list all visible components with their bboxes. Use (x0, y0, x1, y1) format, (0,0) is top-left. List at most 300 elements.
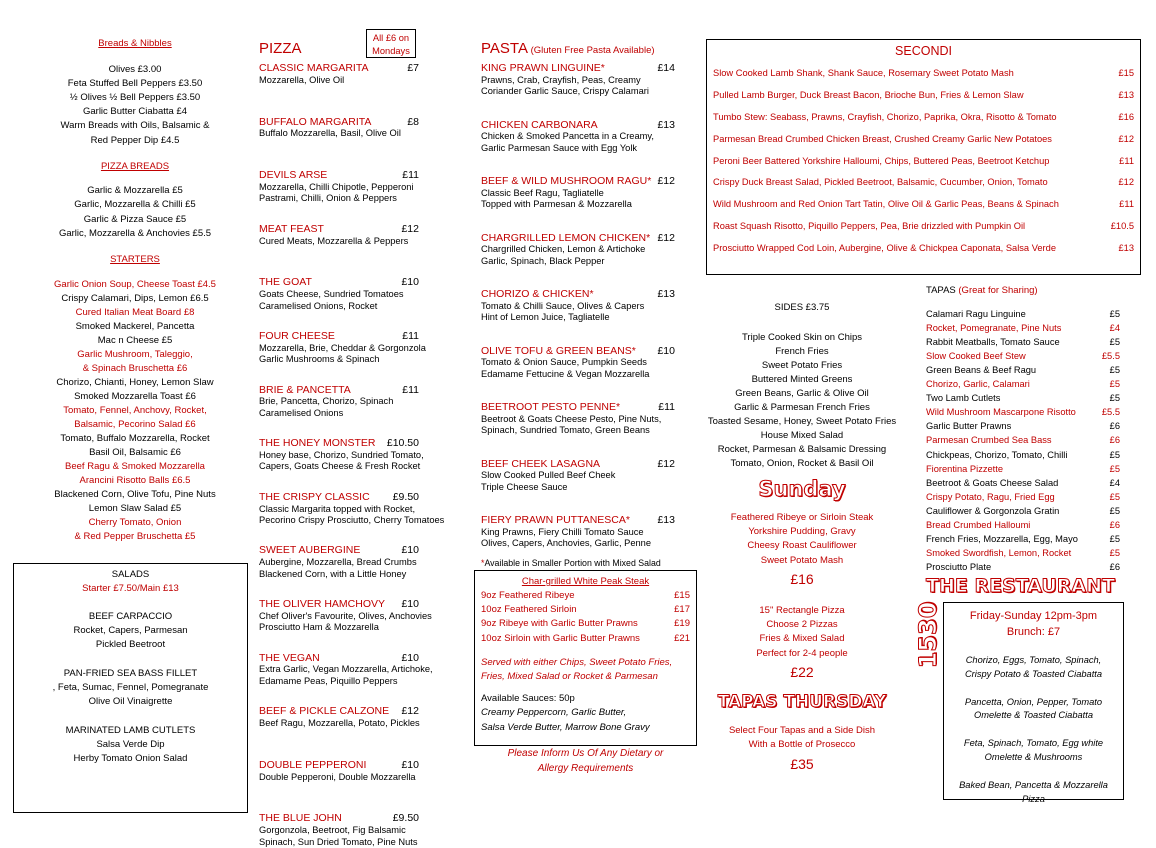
pizza-item (259, 598, 432, 633)
tapas-price: £6 (1109, 519, 1120, 530)
pasta-item-header (481, 62, 675, 75)
tapas-price: £5 (1109, 379, 1120, 390)
pizza-item (259, 276, 419, 311)
pizza-name: SWEET AUBERGINE (259, 544, 361, 557)
tapas-name: Rabbit Meatballs, Tomato Sauce (926, 336, 1060, 347)
sunday-line: Sweet Potato Mash (760, 554, 844, 566)
pizza-desc (259, 610, 432, 634)
side-item: Sweet Potato Fries (761, 359, 843, 371)
pizza-item-header (259, 598, 419, 611)
pasta-desc-line: Spinach, Sundried Tomato, Green Beans (481, 425, 650, 436)
pasta-item (481, 288, 675, 323)
pizza-name: THE GOAT (259, 276, 312, 289)
steak-price: £21 (674, 632, 690, 644)
pizza-item-header (259, 116, 419, 129)
tapas-name: Rocket, Pomegranate, Pine Nuts (926, 322, 1062, 333)
tapas-price: £5 (1109, 336, 1120, 347)
steak-item (481, 632, 690, 646)
allergy-note (474, 747, 697, 776)
pizza-desc-line: Classic Margarita topped with Rocket, (259, 503, 416, 514)
pasta-name: BEETROOT PESTO PENNE* (481, 401, 621, 413)
pizza-item-header (259, 169, 419, 182)
secondi-item (713, 90, 1134, 112)
salads-price: Starter £7.50/Main £13 (82, 583, 179, 594)
secondi-item (713, 134, 1134, 156)
tapas-item (926, 365, 1120, 379)
bread-item: Garlic Butter Ciabatta £4 (82, 106, 188, 118)
pasta-desc-line: Olives, Capers, Anchovies, Garlic, Penne (481, 538, 652, 549)
tapas-thursday-price: £35 (790, 755, 814, 772)
pizza-desc-line: Garlic Mushrooms & Spinach (259, 354, 380, 365)
pasta-item (481, 401, 675, 436)
pasta-item-header (481, 401, 675, 414)
pizza-desc-line: Spinach, Sun Dried Tomato, Pine Nuts (259, 836, 418, 847)
monday-badge (366, 29, 416, 58)
pasta-price: £10 (657, 344, 675, 357)
pizza-price: £10 (401, 758, 419, 771)
side-item: Buttered Minted Greens (751, 373, 853, 385)
starter-item: Balsamic, Pecorino Salad £6 (74, 419, 196, 431)
tapas-item (926, 379, 1120, 393)
tapas-item (926, 506, 1120, 520)
pasta-desc-line: Slow Cooked Pulled Beef Cheek (481, 470, 616, 481)
tapas-name: French Fries, Mozzarella, Egg, Mayo (926, 534, 1078, 545)
tapas-item (926, 548, 1120, 562)
pizza-name: THE BLUE JOHN (259, 812, 342, 825)
steak-price: £17 (674, 604, 690, 616)
steak-title: Char-grilled White Peak Steak (521, 576, 650, 587)
pasta-item (481, 514, 675, 549)
brunch-option-line: Chorizo, Eggs, Tomato, Spinach, (965, 655, 1102, 665)
breads-title: Breads & Nibbles (98, 38, 172, 49)
secondi-price: £12 (1118, 177, 1134, 188)
pizza-desc-line: Honey base, Chorizo, Sundried Tomato, (259, 449, 424, 460)
steak-name: 10oz Feathered Sirloin (481, 604, 577, 616)
sunday-pizza-line: Fries & Mixed Salad (759, 633, 845, 645)
pizza-desc-line: Brie, Pancetta, Chorizo, Spinach (259, 396, 394, 407)
tapas-name: Slow Cooked Beef Stew (926, 350, 1026, 361)
starter-item: Beef Ragu & Smoked Mozzarella (65, 461, 205, 473)
starters-title: STARTERS (110, 253, 160, 265)
pasta-desc-line: Chicken & Smoked Pancetta in a Creamy, (481, 131, 654, 142)
tapas-name: Calamari Ragu Linguine (926, 308, 1026, 319)
salad-line: Olive Oil Vinaigrette (88, 696, 173, 708)
pizza-desc-line: Caramelised Onions (259, 407, 344, 418)
tapas-thursday-line: With a Bottle of Prosecco (748, 739, 856, 751)
served-line-2: Fries, Mixed Salad or Rocket & Parmesan (481, 671, 658, 683)
tapas-name: Cauliflower & Gorgonzola Gratin (926, 505, 1060, 516)
salad-line: MARINATED LAMB CUTLETS (65, 724, 196, 736)
pizza-breads-list (28, 184, 242, 240)
pasta-desc (481, 414, 675, 437)
pasta-price: £14 (657, 62, 675, 74)
tapas-item (926, 534, 1120, 548)
bread-item: Olives £3.00 (108, 63, 162, 75)
pizza-desc-line: Mozzarella, Olive Oil (259, 74, 345, 85)
pasta-footnote (481, 558, 661, 569)
salad-line: PAN-FRIED SEA BASS FILLET (63, 667, 198, 679)
allergy-line-2: Allergy Requirements (537, 762, 634, 774)
sunday-pizza-list (702, 604, 902, 661)
pasta-desc-line: Classic Beef Ragu, Tagliatelle (481, 187, 604, 198)
tapas-item (926, 407, 1120, 421)
pizza-price: £10 (401, 651, 419, 664)
secondi-item (713, 177, 1134, 199)
secondi-price: £11 (1119, 155, 1134, 166)
pizza-price: £12 (401, 222, 419, 235)
tapas-item (926, 450, 1120, 464)
sunday-line: Cheesy Roast Cauliflower (747, 540, 857, 552)
brunch-option (944, 654, 1123, 682)
pizza-bread-item: Garlic, Mozzarella & Chilli £5 (74, 199, 196, 211)
salads-title: SALADS (111, 569, 150, 580)
pizza-item (259, 651, 433, 687)
tapas-price: £5 (1109, 393, 1120, 404)
pizza-item (259, 223, 419, 247)
sides-title: SIDES £3.75 (774, 302, 830, 313)
pasta-name: BEEF & WILD MUSHROOM RAGU* (481, 175, 652, 187)
tapas-price: £4 (1109, 477, 1120, 488)
pasta-desc (481, 357, 675, 380)
steak-served (481, 656, 690, 684)
tapas-price: £4 (1109, 322, 1120, 333)
brunch-option (944, 696, 1123, 724)
starters-list (28, 278, 242, 544)
sunday-pizza-price: £22 (790, 664, 814, 681)
pizza-desc (259, 342, 426, 366)
tapas-thursday-line: Select Four Tapas and a Side Dish (728, 725, 876, 736)
pizza-desc (259, 128, 419, 139)
brunch-option (944, 737, 1123, 765)
starter-item: Crispy Calamari, Dips, Lemon £6.5 (61, 293, 209, 305)
side-item: Tomato, Onion, Rocket & Basil Oil (730, 458, 874, 470)
pizza-desc-line: Aubergine, Mozzarella, Bread Crumbs (259, 557, 417, 568)
pizza-item-header (259, 223, 419, 236)
pasta-desc (481, 470, 675, 493)
pizza-name: BUFFALO MARGARITA (259, 115, 372, 128)
steak-item (481, 617, 690, 631)
pizza-desc (259, 449, 424, 473)
pasta-desc (481, 75, 675, 98)
brunch-title: Brunch: £7 (1006, 626, 1061, 638)
secondi-price: £13 (1118, 89, 1134, 100)
pizza-desc-line: Prosciutto Ham & Mozzarella (259, 622, 379, 633)
pasta-name: KING PRAWN LINGUINE* (481, 62, 605, 74)
pizza-item-header (259, 62, 419, 75)
pizza-name: DEVILS ARSE (259, 169, 328, 182)
starter-item: Garlic Mushroom, Taleggio, (77, 349, 193, 361)
pizza-item-header (259, 705, 419, 718)
pizza-item (259, 384, 419, 419)
tapas-price: £6 (1109, 435, 1120, 446)
pasta-item (481, 119, 675, 154)
pizza-item (259, 116, 419, 140)
pizza-desc-line: Chef Oliver's Favourite, Olives, Anchovies (259, 610, 432, 621)
salad-line (14, 709, 247, 723)
sauces-line-2: Salsa Verde Butter, Marrow Bone Gravy (481, 721, 650, 733)
pasta-item-header (481, 288, 675, 301)
pizza-desc (259, 236, 419, 247)
pasta-name: FIERY PRAWN PUTTANESCA* (481, 514, 630, 526)
pasta-price: £13 (657, 514, 675, 526)
pasta-title: PASTA (481, 40, 528, 57)
tapas-item (926, 520, 1120, 534)
tapas-item (926, 435, 1120, 449)
sides-section (702, 302, 902, 472)
allergy-line-1: Please Inform Us Of Any Dietary or (507, 748, 664, 759)
salad-line: Pickled Beetroot (95, 639, 166, 651)
brunch-option-line: Omelette & Toasted Ciabatta (973, 710, 1094, 721)
pasta-item (481, 175, 675, 210)
pizza-item-header (259, 544, 419, 557)
tapas-thursday-list (702, 724, 902, 753)
pizza-name: THE OLIVER HAMCHOVY (259, 598, 386, 610)
tapas-thursday-section (702, 690, 902, 773)
secondi-name: Crispy Duck Breast Salad, Pickled Beetroot, Balsamic, Cucumber, Onion, Tomato (713, 177, 1048, 188)
starter-item: Smoked Mozzarella Toast £6 (74, 391, 196, 403)
brunch-option-line: Omelette & Mushrooms (984, 751, 1083, 762)
tapas-item (926, 478, 1120, 492)
side-item: French Fries (775, 345, 829, 357)
starter-item: Blackened Corn, Olive Tofu, Pine Nuts (54, 489, 216, 501)
secondi-name: Roast Squash Risotto, Piquillo Peppers, Pea, Brie drizzled with Pumpkin Oil (713, 221, 1026, 232)
tapas-price: £5 (1109, 463, 1120, 474)
brunch-option-line: Feta, Spinach, Tomato, Egg white (963, 738, 1104, 749)
pizza-price: £9.50 (392, 490, 419, 503)
tapas-list (926, 309, 1120, 577)
tapas-price: £5 (1109, 534, 1120, 545)
tapas-name: Smoked Swordfish, Lemon, Rocket (926, 548, 1072, 559)
pizza-item (259, 330, 426, 365)
steak-box (474, 570, 697, 746)
tapas-name: Bread Crumbed Halloumi (926, 519, 1031, 530)
pizza-desc-line: Blackened Corn, with a Little Honey (259, 568, 407, 579)
salad-line: Rocket, Capers, Parmesan (73, 625, 188, 637)
tapas-name: Wild Mushroom Mascarpone Risotto (926, 407, 1076, 418)
brunch-time: Friday-Sunday 12pm-3pm (969, 610, 1098, 622)
pizza-bread-item: Garlic & Mozzarella £5 (87, 185, 183, 197)
pasta-desc (481, 131, 675, 154)
bread-item: ½ Olives ½ Bell Peppers £3.50 (69, 91, 201, 103)
pasta-desc (481, 244, 675, 267)
pizza-desc (259, 182, 419, 205)
pizza-desc-line: Buffalo Mozzarella, Basil, Olive Oil (259, 128, 401, 139)
pizza-price: £10 (401, 276, 419, 289)
tapas-name: Chickpeas, Chorizo, Tomato, Chilli (926, 449, 1068, 460)
secondi-list (713, 68, 1134, 265)
pizza-desc-line: Capers, Goats Cheese & Fresh Rocket (259, 461, 421, 472)
tapas-item (926, 421, 1120, 435)
pizza-name: MEAT FEAST (259, 222, 324, 235)
breads-list (28, 63, 242, 148)
starter-item: Chorizo, Chianti, Honey, Lemon Slaw (56, 377, 214, 389)
secondi-name: Peroni Beer Battered Yorkshire Halloumi, Chips, Buttered Peas, Beetroot Ketchup (713, 155, 1050, 166)
pizza-price: £8 (407, 115, 419, 128)
sides-list (702, 331, 902, 472)
breads-section (28, 38, 242, 544)
pasta-price: £13 (657, 118, 675, 131)
secondi-price: £11 (1119, 199, 1134, 210)
brunch-option-line: Pancetta, Onion, Pepper, Tomato (964, 696, 1103, 707)
tapas-item (926, 492, 1120, 506)
pizza-breads-title: PIZZA BREADS (100, 160, 170, 172)
secondi-price: £13 (1118, 243, 1134, 254)
pizza-name: DOUBLE PEPPERONI (259, 758, 367, 771)
pasta-price: £11 (658, 401, 675, 413)
pizza-price: £10.50 (386, 437, 419, 450)
bread-item: Warm Breads with Oils, Balsamic & (60, 120, 210, 132)
sauces-line-1: Creamy Peppercorn, Garlic Butter, (481, 707, 627, 719)
pizza-desc (259, 396, 419, 419)
restaurant-title: THE RESTAURANT (926, 575, 1115, 597)
pizza-price: £11 (402, 169, 419, 182)
pasta-item-header (481, 175, 675, 188)
secondi-price: £12 (1118, 133, 1134, 144)
sunday-pizza-line: Choose 2 Pizzas (766, 619, 838, 631)
tapas-price: £5.5 (1101, 350, 1120, 361)
pizza-price: £10 (401, 598, 419, 610)
pizza-desc-line: Gorgonzola, Beetroot, Fig Balsamic (259, 825, 406, 836)
secondi-price: £10.5 (1110, 221, 1134, 232)
pasta-desc-line: Garlic Parmesan Sauce with Egg Yolk (481, 142, 638, 153)
secondi-name: Tumbo Stew: Seabass, Prawns, Crayfish, Chorizo, Paprika, Okra, Risotto & Tomato (713, 111, 1057, 122)
pasta-desc-line: Edamame Fettucine & Vegan Mozzarella (481, 368, 650, 379)
tapas-price: £5 (1109, 449, 1120, 460)
pizza-item-header (259, 812, 419, 825)
side-item: Garlic & Parmesan French Fries (734, 402, 870, 414)
pizza-item-header (259, 491, 419, 504)
pizza-desc-line: Mozzarella, Chilli Chipotle, Pepperoni (259, 181, 414, 192)
pizza-desc (259, 772, 419, 783)
monday-badge-line1: All £6 on (372, 33, 410, 43)
pasta-desc-line: King Prawns, Fiery Chilli Tomato Sauce (481, 526, 644, 537)
tapas-name: Beetroot & Goats Cheese Salad (926, 477, 1059, 488)
pasta-item (481, 458, 675, 493)
pizza-item-header (259, 276, 419, 289)
secondi-name: Wild Mushroom and Red Onion Tart Tatin, Olive Oil & Garlic Peas, Beans & Spinach (713, 199, 1059, 210)
tapas-name: Garlic Butter Prawns (926, 421, 1012, 432)
tapas-name: Chorizo, Garlic, Calamari (926, 379, 1030, 390)
tapas-thursday-title: TAPAS THURSDAY (717, 692, 887, 712)
pizza-desc-line: Mozzarella, Brie, Cheddar & Gorgonzola (259, 342, 426, 353)
tapas-name: Green Beans & Beef Ragu (926, 364, 1037, 375)
side-item: Green Beans, Garlic & Olive Oil (735, 387, 869, 399)
steak-price: £15 (674, 590, 690, 601)
starter-item: Lemon Slaw Salad £5 (88, 503, 182, 515)
pizza-desc (259, 75, 419, 86)
starter-item: & Spinach Bruschetta £6 (82, 363, 188, 375)
pasta-item (481, 232, 675, 267)
pasta-desc-line: Beetroot & Goats Cheese Pesto, Pine Nuts, (481, 413, 662, 424)
tapas-item (926, 464, 1120, 478)
tapas-price: £6 (1109, 421, 1120, 432)
pizza-name: BEEF & PICKLE CALZONE (259, 705, 390, 718)
pasta-item-header (481, 514, 675, 527)
pizza-desc (259, 825, 419, 848)
brunch-option-line: Baked Bean, Pancetta & Mozzarella (959, 779, 1108, 790)
pizza-bread-item: Garlic & Pizza Sauce £5 (83, 213, 187, 225)
tapas-name: Two Lamb Cutlets (926, 393, 1001, 404)
secondi-name: Parmesan Bread Crumbed Chicken Breast, Crushed Creamy Garlic New Potatoes (713, 133, 1052, 144)
pasta-header (481, 40, 655, 58)
pasta-name: OLIVE TOFU & GREEN BEANS* (481, 344, 636, 357)
secondi-item (713, 112, 1134, 134)
pasta-name: CHARGRILLED LEMON CHICKEN* (481, 231, 651, 244)
steak-name: 10oz Sirloin with Garlic Butter Prawns (481, 632, 640, 644)
steak-name: 9oz Feathered Ribeye (481, 590, 575, 601)
tapas-price: £6 (1109, 562, 1120, 573)
tapas-price: £5 (1109, 491, 1120, 502)
pizza-desc-line: Pastrami, Chilli, Onion & Peppers (259, 193, 397, 204)
pizza-desc-line: Cured Meats, Mozzarella & Peppers (259, 235, 409, 246)
secondi-price: £16 (1118, 111, 1134, 122)
sunday-line: Yorkshire Pudding, Gravy (748, 526, 856, 538)
pizza-item (259, 705, 419, 729)
pizza-item-header (259, 652, 419, 665)
pizza-bread-item: Garlic, Mozzarella & Anchovies £5.5 (58, 227, 212, 239)
sunday-section (702, 476, 902, 681)
tapas-name: Parmesan Crumbed Sea Bass (926, 435, 1052, 446)
pasta-desc (481, 527, 675, 550)
tapas-price: £5 (1109, 364, 1120, 375)
tapas-header (926, 285, 1120, 297)
pasta-desc-line: Coriander Garlic Sauce, Crispy Calamari (481, 86, 649, 97)
tapas-section (926, 285, 1120, 576)
salad-line: BEEF CARPACCIO (88, 611, 173, 622)
salad-line: Herby Tomato Onion Salad (73, 753, 188, 765)
tapas-price: £5 (1109, 308, 1120, 319)
pasta-price: £12 (657, 457, 675, 470)
tapas-price: £5 (1109, 505, 1120, 516)
pizza-name: THE CRISPY CLASSIC (259, 490, 370, 503)
secondi-item (713, 221, 1134, 243)
secondi-item (713, 68, 1134, 90)
footnote-star: * (481, 558, 485, 568)
pizza-desc (259, 664, 433, 687)
pasta-price: £12 (657, 175, 675, 187)
sunday-pizza-line: Perfect for 2-4 people (756, 647, 848, 659)
pizza-desc-line: Beef Ragu, Mozzarella, Potato, Pickles (259, 717, 420, 728)
side-item: Rocket, Parmesan & Balsamic Dressing (717, 444, 887, 456)
pasta-desc-line: Hint of Lemon Juice, Tagliatelle (481, 312, 610, 323)
pasta-item-header (481, 232, 675, 245)
starter-item: Cherry Tomato, Onion (88, 517, 182, 529)
starter-item: Arancini Risotto Balls £6.5 (79, 475, 191, 487)
salads-list (14, 610, 247, 766)
footnote-text: Available in Smaller Portion with Mixed Salad (484, 558, 661, 568)
tapas-item (926, 323, 1120, 337)
tapas-item (926, 337, 1120, 351)
pasta-desc-line: Chargrilled Chicken, Lemon & Artichoke (481, 244, 646, 255)
pasta-desc-line: Prawns, Crab, Crayfish, Peas, Creamy (481, 74, 641, 85)
secondi-item (713, 199, 1134, 221)
pizza-name: CLASSIC MARGARITA (259, 62, 369, 74)
pasta-desc-line: Triple Cheese Sauce (481, 481, 568, 492)
pasta-desc-line: Topped with Parmesan & Mozzarella (481, 199, 632, 210)
secondi-item (713, 156, 1134, 178)
salad-line (14, 653, 247, 667)
pizza-item-header (259, 759, 419, 772)
steak-list (481, 589, 690, 646)
brunch-option-line: Crispy Potato & Toasted Ciabatta (964, 668, 1103, 679)
tapas-name: Fiorentina Pizzette (926, 463, 1003, 474)
pizza-item-header (259, 384, 419, 397)
sunday-pizza-line: 15" Rectangle Pizza (759, 604, 845, 616)
pizza-desc-line: Extra Garlic, Vegan Mozzarella, Artichoke, (259, 664, 433, 675)
brunch-option-line: Pizza (1022, 793, 1045, 804)
bread-item: Feta Stuffed Bell Peppers £3.50 (67, 77, 203, 89)
pizza-desc (259, 503, 445, 527)
